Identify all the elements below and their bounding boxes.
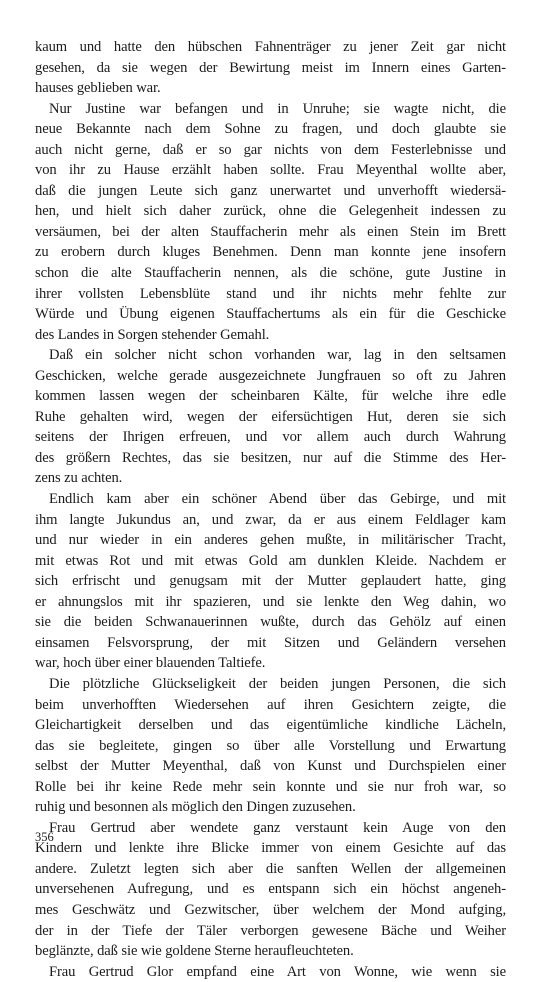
text-line: sie die beiden Schwanauerinnen wußte, durch das Gehölz auf einen — [35, 614, 506, 631]
text-line: sich erfrischt und genugsam mit der Mutter geplaudert hatte, ging — [35, 573, 506, 590]
text-line: Die plötzliche Glückseligkeit der beiden jungen Personen, die sich — [49, 675, 506, 692]
text-line: Rolle bei ihr keine Rede mehr sein konnte und sie nur froh war, so — [35, 778, 506, 795]
text-line: Frau Gertrud Glor empfand eine Art von Wonne, wie wenn sie — [49, 963, 506, 980]
paragraph — [35, 345, 506, 489]
text-line: zu erobern durch kluges Benehmen. Denn man konnte jene insofern — [35, 244, 506, 261]
text-line: daß die jungen Leute sich ganz unerwartet und unverhofft wiedersä- — [35, 182, 506, 199]
page-number: 356 — [35, 830, 54, 844]
text-line: ruhig und besonnen als möglich den Dingen zuzusehen. — [35, 799, 356, 816]
text-line: einsamen Felsvorsprung, der mit Sitzen und Geländern versehen — [35, 634, 506, 651]
text-line: des größern Rechtes, das sie besitzen, nur auf die Stimme des Her- — [35, 449, 506, 466]
text-line: auch nicht gerne, daß er so gar nichts von dem Festerlebnisse und — [35, 141, 506, 158]
text-line: Endlich kam aber ein schöner Abend über das Gebirge, und mit — [49, 491, 506, 508]
text-line: selbst der Mutter Meyenthal, daß von Kunst und Durchspielen einer — [35, 758, 506, 775]
text-line: seitens der Ihrigen erfreuen, und vor allem auch durch Wahrung — [35, 429, 506, 446]
text-line: Frau Gertrud aber wendete ganz verstaunt kein Auge von den — [49, 819, 506, 836]
text-line: er ahnungslos mit ihr spazieren, und sie lenkte den Weg dahin, wo — [35, 593, 506, 610]
text-line: mes Geschwätz und Gezwitscher, über welchem der Mond aufging, — [35, 901, 506, 918]
text-line: Ruhe gehalten wird, wegen der eifersüchtigen Hut, deren sie sich — [35, 408, 506, 425]
text-line: versäumen, bei der alten Stauffacherin mehr als einen Stein im Brett — [35, 223, 506, 240]
text-line: zens zu achten. — [35, 470, 123, 487]
text-line: Geschicken, welche gerade ausgezeichnete Jungfrauen so oft zu Jahren — [35, 367, 506, 384]
text-line: Würde und Übung eigenen Stauffachertums als ein für die Geschicke — [35, 306, 506, 323]
text-line: beglänzte, daß sie wie goldene Sterne heraufleuchteten. — [35, 943, 354, 960]
paragraph — [35, 37, 506, 99]
text-line: neue Bekannte nach dem Sohne zu fragen, und doch glaubte sie — [35, 121, 506, 138]
text-line: war, hoch über einer blauenden Taltiefe. — [35, 655, 266, 672]
text-line: mit etwas Rot und mit etwas Gold am dunklen Kleide. Nachdem er — [35, 552, 506, 569]
text-line: unversehenen Aufregung, und es entspann sich ein höchst angeneh- — [35, 881, 506, 898]
paragraph — [35, 818, 506, 962]
text-line: gesehen, da sie wegen der Bewirtung meist im Innern eines Garten- — [35, 59, 506, 76]
text-line: hauses geblieben war. — [35, 80, 161, 97]
text-line: Nur Justine war befangen und in Unruhe; sie wagte nicht, die — [49, 100, 506, 117]
text-line: beim unverhofften Wiedersehen auf ihren Gesichtern zeigte, die — [35, 696, 506, 713]
text-line: andere. Zuletzt legten sich aber die sanften Wellen der allgemeinen — [35, 860, 506, 877]
text-line: von ihr zu Hause erzählt haben sollte. Frau Meyenthal wollte aber, — [35, 162, 506, 179]
text-line: Daß ein solcher nicht schon vorhanden war, lag in den seltsamen — [49, 347, 506, 364]
body-text — [35, 37, 506, 982]
text-line: Gleichartigkeit derselben und das eigentümliche kindliche Lächeln, — [35, 717, 506, 734]
paragraph — [35, 489, 506, 674]
text-line: und nur wieder in ein anderes gehen mußte, in militärischer Tracht, — [35, 532, 506, 549]
text-line: kaum und hatte den hübschen Fahnenträger zu jener Zeit gar nicht — [35, 39, 506, 55]
text-line: hen, und hielt sich daher zurück, ohne die Gelegenheit indessen zu — [35, 203, 506, 220]
paragraph — [35, 962, 506, 982]
paragraph — [35, 674, 506, 818]
text-line: der in der Tiefe der Täler verborgen gewesene Bäche und Weiher — [35, 922, 506, 939]
text-line: ihrer vollsten Lebensblüte stand und ihr nichts mehr fehlte zur — [35, 285, 506, 302]
text-line: Kindern und lenkte ihre Blicke immer von einem Gesichte auf das — [35, 840, 506, 857]
text-line: ihm langte Jukundus an, und zwar, da er aus einem Feldlager kam — [35, 511, 506, 528]
text-line: das sie begleitete, gingen so über alle Vorstellung und Erwartung — [35, 737, 506, 754]
text-line: des Landes in Sorgen stehender Gemahl. — [35, 326, 270, 343]
paragraph — [35, 99, 506, 346]
text-line: schon die alte Stauffacherin nennen, als die schöne, gute Justine in — [35, 265, 506, 282]
text-line: kommen lassen wegen der scheinbaren Kälte, für welche ihre edle — [35, 388, 506, 405]
